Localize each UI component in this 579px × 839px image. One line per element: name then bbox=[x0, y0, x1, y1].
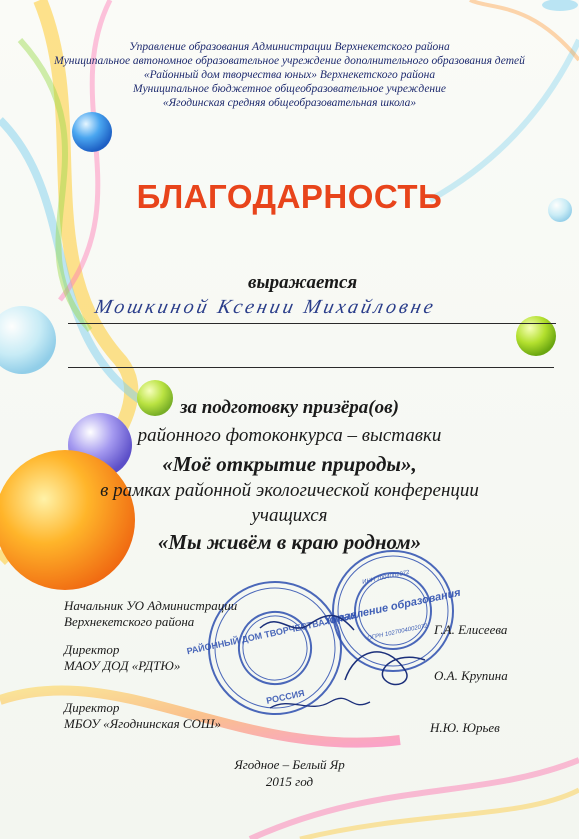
certificate-title: БЛАГОДАРНОСТЬ bbox=[136, 178, 443, 215]
signature-1-position-line1: Начальник УО Администрации bbox=[64, 598, 238, 613]
header-line-2: Муниципальное автономное образовательное учреждение дополнительного образования детей bbox=[54, 55, 525, 67]
signature-block-1 bbox=[64, 598, 237, 630]
conference-name: «Мы живём в краю родном» bbox=[157, 530, 422, 554]
body-line-5: учащихся bbox=[251, 505, 328, 526]
recipient-underline bbox=[68, 323, 556, 324]
signature-block-2 bbox=[64, 642, 180, 674]
signature-3-name: Н.Ю. Юрьев bbox=[430, 720, 500, 735]
signature-2-name: О.А. Крупина bbox=[434, 668, 508, 683]
header-line-4: Муниципальное бюджетное общеобразовательное учреждение bbox=[133, 83, 446, 95]
signature-1-position-line2: Верхнекетского района bbox=[64, 614, 195, 629]
svg-text:Управление образования: Управление образования bbox=[322, 586, 462, 628]
year-label: 2015 год bbox=[265, 774, 314, 789]
svg-text:РОССИЯ: РОССИЯ bbox=[265, 687, 306, 706]
recipient-name: Мошкиной Ксении Михайловне bbox=[92, 296, 439, 318]
body-line-2: районного фотоконкурса – выставки bbox=[137, 425, 442, 446]
svg-text:ИНН 7004002072: ИНН 7004002072 bbox=[361, 569, 411, 586]
blank-underline bbox=[68, 367, 554, 368]
contest-name: «Моё открытие природы», bbox=[162, 452, 417, 476]
signature-block-3 bbox=[64, 700, 221, 732]
header-line-5: «Ягодинская средняя общеобразовательная школа» bbox=[162, 97, 417, 109]
signature-1-name: Г.А. Елисеева bbox=[434, 622, 508, 637]
signature-2-position-line1: Директор bbox=[64, 642, 120, 657]
signature-2-position-line2: МАОУ ДОД «РДТЮ» bbox=[64, 658, 181, 673]
signature-3-position-line1: Директор bbox=[64, 700, 120, 715]
body-line-4: в рамках районной экологической конференции bbox=[100, 480, 479, 501]
place-label: Ягодное – Белый Яр bbox=[234, 757, 345, 772]
svg-text:ОГРН 1027004002072: ОГРН 1027004002072 bbox=[366, 623, 429, 642]
svg-text:РАЙОННЫЙ ДОМ ТВОРЧЕСТВА ЮНЫХ: РАЙОННЫЙ ДОМ ТВОРЧЕСТВА ЮНЫХ bbox=[185, 610, 358, 657]
expressed-label: выражается bbox=[248, 272, 358, 293]
body-line-1: за подготовку призёра(ов) bbox=[180, 397, 399, 418]
header-line-3: «Районный дом творчества юных» Верхнекетского района bbox=[143, 69, 436, 81]
signature-3-position-line2: МБОУ «Ягоднинская СОШ» bbox=[64, 716, 221, 731]
signature-scribbles bbox=[250, 598, 450, 728]
header-line-1: Управление образования Администрации Верхнекетского района bbox=[129, 41, 450, 53]
